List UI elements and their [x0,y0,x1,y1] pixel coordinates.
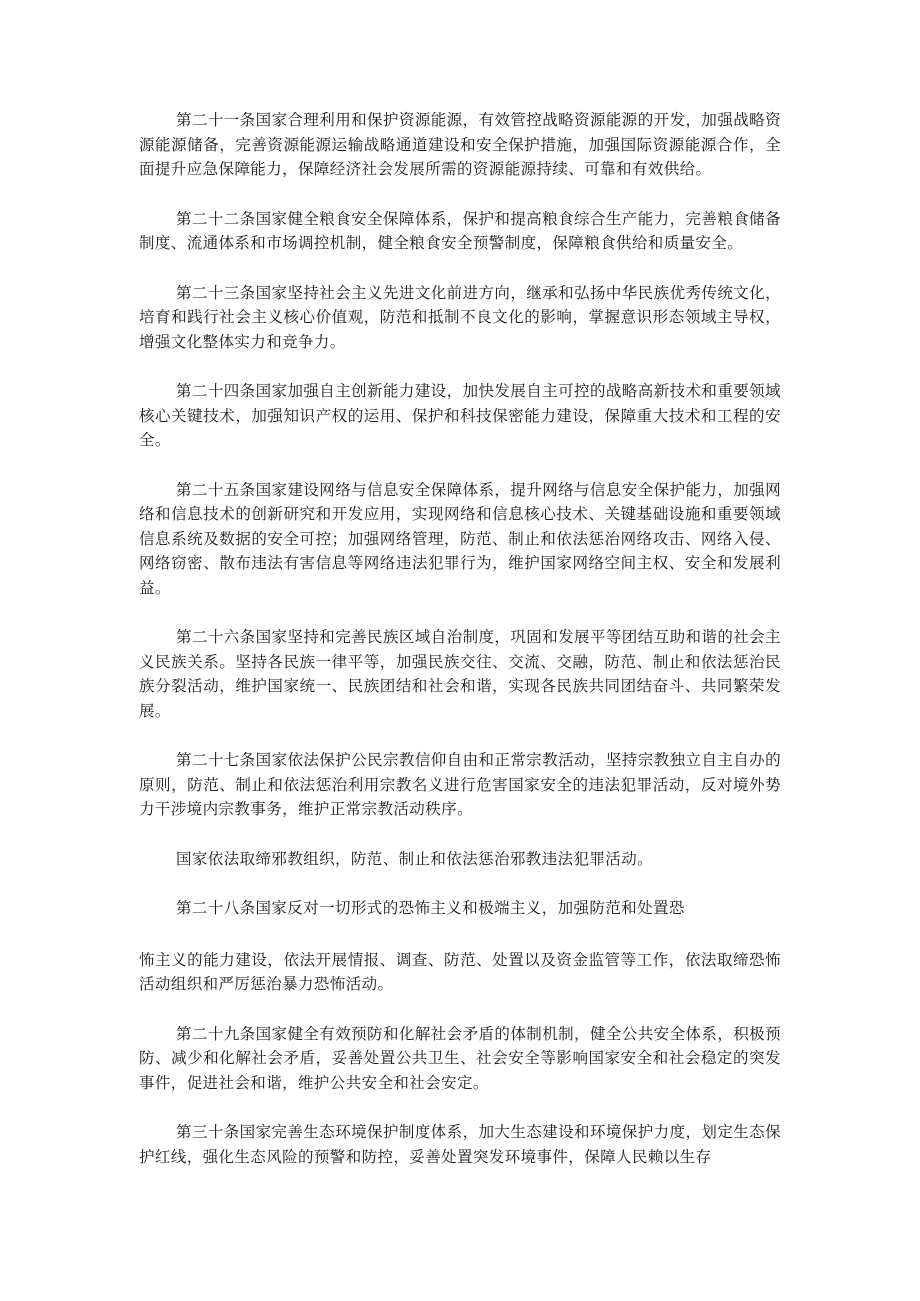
paragraph-article-26: 第二十六条国家坚持和完善民族区域自治制度，巩固和发展平等团结互助和谐的社会主义民族关系。坚持各民族一律平等，加强民族交往、交流、交融，防范、制止和依法惩治民族分裂活动，维护国家统一、民族团结和社会和谐，实现各民族共同团结奋斗、共同繁荣发展。 [139,628,781,720]
paragraph-article-25: 第二十五条国家建设网络与信息安全保障体系，提升网络与信息安全保护能力，加强网络和信息技术的创新研究和开发应用，实现网络和信息核心技术、关键基础设施和重要领域信息系统及数据的安全可控；加强网络管理，防范、制止和依法惩治网络攻击、网络入侵、网络窃密、散布违法有害信息等网络违法犯罪行为，维护国家网络空间主权、安全和发展利益。 [139,480,781,597]
paragraph-article-28: 第二十八条国家反对一切形式的恐怖主义和极端主义，加强防范和处置恐 [176,899,685,917]
paragraph-article-21: 第二十一条国家合理利用和保护资源能源，有效管控战略资源能源的开发，加强战略资源能源储备，完善资源能源运输战略通道建设和安全保护措施，加强国际资源能源合作，全面提升应急保障能力，保障经济社会发展所需的资源能源持续、可靠和有效供给。 [139,111,781,178]
paragraph-article-27-cont: 国家依法取缔邪教组织，防范、制止和依法惩治邪教违法犯罪活动。 [176,849,654,868]
paragraph-article-22: 第二十二条国家健全粮食安全保障体系，保护和提高粮食综合生产能力，完善粮食储备制度、流通体系和市场调控机制，健全粮食安全预警制度，保障粮食供给和质量安全。 [139,209,781,252]
document-body [139,108,781,1169]
paragraph-article-27: 第二十七条国家依法保护公民宗教信仰自由和正常宗教活动，坚持宗教独立自主自办的原则，防范、制止和依法惩治利用宗教名义进行危害国家安全的违法犯罪活动，反对境外势力干涉境内宗教事务，维护正常宗教活动秩序。 [139,751,781,818]
paragraph-article-23: 第二十三条国家坚持社会主义先进文化前进方向，继承和弘扬中华民族优秀传统文化，培育和践行社会主义核心价值观，防范和抵制不良文化的影响，掌握意识形态领域主导权，增强文化整体实力和竞争力。 [139,283,781,351]
paragraph-article-30: 第三十条国家完善生态环境保护制度体系，加大生态建设和环境保护力度，划定生态保护红线，强化生态风险的预警和防控，妥善处置突发环境事件，保障人民赖以生存 [139,1123,781,1166]
paragraph-article-28-cont: 怖主义的能力建设，依法开展情报、调查、防范、处置以及资金监管等工作，依法取缔恐怖活动组织和严厉惩治暴力恐怖活动。 [139,950,781,993]
paragraph-article-24: 第二十四条国家加强自主创新能力建设，加快发展自主可控的战略高新技术和重要领域核心关键技术，加强知识产权的运用、保护和科技保密能力建设，保障重大技术和工程的安全。 [139,382,781,449]
paragraph-article-29: 第二十九条国家健全有效预防和化解社会矛盾的体制机制，健全公共安全体系，积极预防、减少和化解社会矛盾，妥善处置公共卫生、社会安全等影响国家安全和社会稳定的突发事件，促进社会和谐，维护公共安全和社会安定。 [139,1024,781,1092]
